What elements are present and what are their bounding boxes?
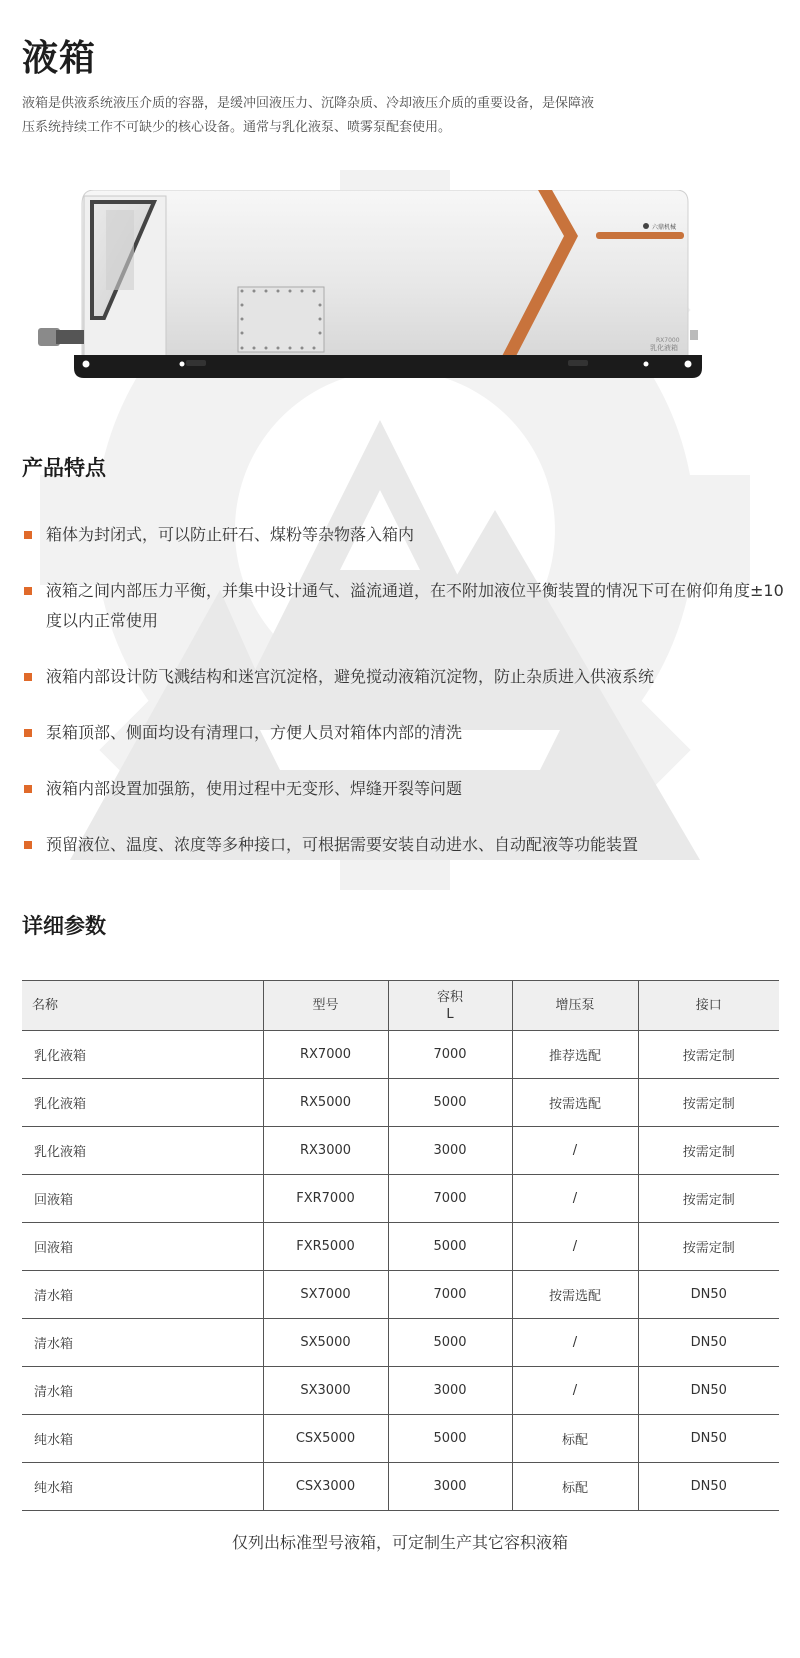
- table-row: [22, 1463, 779, 1511]
- params-title: 详细参数: [22, 914, 106, 938]
- table-cell: 清水箱: [22, 1367, 263, 1415]
- table-row: [22, 1367, 779, 1415]
- table-cell: 回液箱: [22, 1175, 263, 1223]
- table-row: [22, 1079, 779, 1127]
- table-cell: DN50: [638, 1463, 779, 1511]
- table-cell: DN50: [638, 1367, 779, 1415]
- table-header-row: [22, 981, 779, 1031]
- header-port: 接口: [638, 981, 779, 1031]
- product-model-code: RX7000: [656, 337, 680, 344]
- params-table: [22, 980, 779, 1511]
- table-cell: 标配: [512, 1463, 638, 1511]
- table-cell: 标配: [512, 1415, 638, 1463]
- table-cell: FXR5000: [263, 1223, 388, 1271]
- table-cell: 7000: [388, 1271, 512, 1319]
- params-footnote: 仅列出标准型号液箱，可定制生产其它容积液箱: [231, 1533, 568, 1552]
- table-cell: 7000: [388, 1031, 512, 1079]
- table-cell: 按需选配: [512, 1079, 638, 1127]
- product-brand-badge: 六鼎机械: [652, 224, 677, 231]
- square-bullet-icon: [24, 531, 32, 539]
- table-cell: 乳化液箱: [22, 1127, 263, 1175]
- features-list: [22, 520, 792, 886]
- liquid-tank-illustration: [36, 190, 756, 410]
- table-cell: /: [512, 1367, 638, 1415]
- table-cell: /: [512, 1223, 638, 1271]
- list-item: 液箱内部设置加强筋，使用过程中无变形、焊缝开裂等问题: [22, 774, 792, 804]
- table-cell: SX5000: [263, 1319, 388, 1367]
- table-cell: 回液箱: [22, 1223, 263, 1271]
- header-capacity-unit: L: [446, 1006, 454, 1022]
- intro-paragraph: 液箱是供液系统液压介质的容器，是缓冲回液压力、沉降杂质、冷却液压介质的重要设备，是保障液压系统持续工作不可缺少的核心设备。通常与乳化液泵、喷雾泵配套使用。: [22, 96, 595, 135]
- table-cell: 按需定制: [638, 1223, 779, 1271]
- table-cell: CSX5000: [263, 1415, 388, 1463]
- table-cell: CSX3000: [263, 1463, 388, 1511]
- table-cell: 按需定制: [638, 1175, 779, 1223]
- table-row: [22, 1271, 779, 1319]
- table-cell: 乳化液箱: [22, 1031, 263, 1079]
- table-cell: SX3000: [263, 1367, 388, 1415]
- table-cell: DN50: [638, 1271, 779, 1319]
- table-row: [22, 1031, 779, 1079]
- table-row: [22, 1175, 779, 1223]
- table-cell: /: [512, 1127, 638, 1175]
- features-title: 产品特点: [22, 456, 106, 480]
- table-row: [22, 1319, 779, 1367]
- table-cell: RX3000: [263, 1127, 388, 1175]
- table-cell: 按需定制: [638, 1031, 779, 1079]
- square-bullet-icon: [24, 785, 32, 793]
- header-capacity: 容积 L: [388, 981, 512, 1031]
- table-cell: /: [512, 1319, 638, 1367]
- product-model-name: 乳化液箱: [650, 344, 678, 352]
- table-cell: 5000: [388, 1079, 512, 1127]
- table-cell: SX7000: [263, 1271, 388, 1319]
- list-item: 泵箱顶部、侧面均设有清理口，方便人员对箱体内部的清洗: [22, 718, 792, 748]
- table-cell: RX7000: [263, 1031, 388, 1079]
- table-cell: 5000: [388, 1223, 512, 1271]
- table-cell: /: [512, 1175, 638, 1223]
- table-cell: DN50: [638, 1319, 779, 1367]
- table-cell: 5000: [388, 1415, 512, 1463]
- table-row: [22, 1415, 779, 1463]
- table-cell: 纯水箱: [22, 1463, 263, 1511]
- header-name: 名称: [22, 981, 263, 1031]
- square-bullet-icon: [24, 841, 32, 849]
- table-cell: RX5000: [263, 1079, 388, 1127]
- table-row: [22, 1223, 779, 1271]
- table-cell: 3000: [388, 1463, 512, 1511]
- table-cell: 按需定制: [638, 1127, 779, 1175]
- square-bullet-icon: [24, 587, 32, 595]
- table-cell: 推荐选配: [512, 1031, 638, 1079]
- table-cell: 7000: [388, 1175, 512, 1223]
- table-cell: 5000: [388, 1319, 512, 1367]
- table-cell: 3000: [388, 1367, 512, 1415]
- list-item: 液箱之间内部压力平衡，并集中设计通气、溢流通道，在不附加液位平衡装置的情况下可在俯仰角度±10度以内正常使用: [22, 576, 792, 636]
- list-item: 箱体为封闭式，可以防止矸石、煤粉等杂物落入箱内: [22, 520, 792, 550]
- list-item: 液箱内部设计防飞溅结构和迷宫沉淀格，避免搅动液箱沉淀物，防止杂质进入供液系统: [22, 662, 792, 692]
- square-bullet-icon: [24, 729, 32, 737]
- header-pump: 增压泵: [512, 981, 638, 1031]
- table-cell: 3000: [388, 1127, 512, 1175]
- table-cell: 清水箱: [22, 1319, 263, 1367]
- list-item: 预留液位、温度、浓度等多种接口，可根据需要安装自动进水、自动配液等功能装置: [22, 830, 792, 860]
- table-cell: 乳化液箱: [22, 1079, 263, 1127]
- table-cell: 按需定制: [638, 1079, 779, 1127]
- table-row: [22, 1127, 779, 1175]
- table-cell: DN50: [638, 1415, 779, 1463]
- table-cell: FXR7000: [263, 1175, 388, 1223]
- page-title: 液箱: [22, 38, 97, 79]
- table-cell: 纯水箱: [22, 1415, 263, 1463]
- square-bullet-icon: [24, 673, 32, 681]
- table-cell: 清水箱: [22, 1271, 263, 1319]
- table-cell: 按需选配: [512, 1271, 638, 1319]
- header-model: 型号: [263, 981, 388, 1031]
